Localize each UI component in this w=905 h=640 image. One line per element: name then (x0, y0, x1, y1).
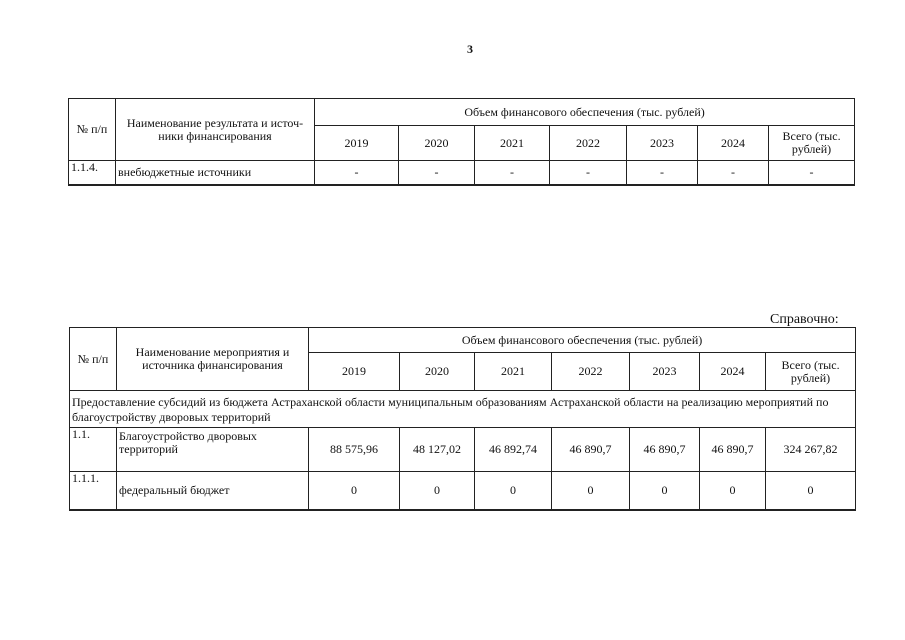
row-value: 0 (309, 472, 400, 510)
row-value: 0 (475, 472, 552, 510)
row-num: 1.1. (70, 428, 117, 472)
header-year: 2022 (550, 126, 627, 161)
header-year: 2024 (698, 126, 769, 161)
row-value: 0 (700, 472, 766, 510)
header-total: Всего (тыс. рублей) (766, 353, 856, 391)
header-year: 2020 (400, 353, 475, 391)
header-year: 2019 (309, 353, 400, 391)
section-title: Предоставление субсидий из бюджета Астраханской области муниципальным образованиям Астраханской области на реализацию мероприятий по благоустройству дворовых территорий (70, 391, 856, 428)
row-value: - (627, 161, 698, 185)
row-value: 48 127,02 (400, 428, 475, 472)
row-value: - (399, 161, 475, 185)
row-value: 0 (400, 472, 475, 510)
financing-table-1 (68, 98, 855, 186)
row-value: 46 890,7 (700, 428, 766, 472)
header-year: 2022 (552, 353, 630, 391)
header-year: 2024 (700, 353, 766, 391)
row-value: 88 575,96 (309, 428, 400, 472)
table-row (70, 472, 856, 510)
row-total: - (769, 161, 855, 185)
row-name: федеральный бюджет (117, 472, 309, 510)
header-year: 2020 (399, 126, 475, 161)
header-num: № п/п (70, 328, 117, 391)
row-value: 46 890,7 (552, 428, 630, 472)
financing-table-2 (69, 327, 856, 511)
header-name: Наименование мероприятия и источника финансирования (117, 328, 309, 391)
header-volume: Объем финансового обеспечения (тыс. рублей) (309, 328, 856, 353)
page-number: 3 (467, 42, 473, 56)
row-num: 1.1.4. (69, 161, 116, 185)
row-name: Благоустройство дворовых территорий (117, 428, 309, 472)
row-value: - (475, 161, 550, 185)
reference-note: Справочно: (770, 312, 839, 327)
header-year: 2023 (630, 353, 700, 391)
row-total: 324 267,82 (766, 428, 856, 472)
header-year: 2023 (627, 126, 698, 161)
header-total: Всего (тыс. рублей) (769, 126, 855, 161)
table-row (69, 161, 855, 185)
header-name: Наименование результата и источ-ники финансирования (116, 99, 315, 161)
row-num: 1.1.1. (70, 472, 117, 510)
row-total: 0 (766, 472, 856, 510)
row-value: - (315, 161, 399, 185)
row-value: 0 (552, 472, 630, 510)
table-row (70, 428, 856, 472)
header-volume: Объем финансового обеспечения (тыс. рублей) (315, 99, 855, 126)
header-num: № п/п (69, 99, 116, 161)
row-value: 0 (630, 472, 700, 510)
row-value: 46 890,7 (630, 428, 700, 472)
header-year: 2021 (475, 353, 552, 391)
row-name: внебюджетные источники (116, 161, 315, 185)
row-value: - (698, 161, 769, 185)
row-value: - (550, 161, 627, 185)
row-value: 46 892,74 (475, 428, 552, 472)
header-year: 2019 (315, 126, 399, 161)
header-year: 2021 (475, 126, 550, 161)
